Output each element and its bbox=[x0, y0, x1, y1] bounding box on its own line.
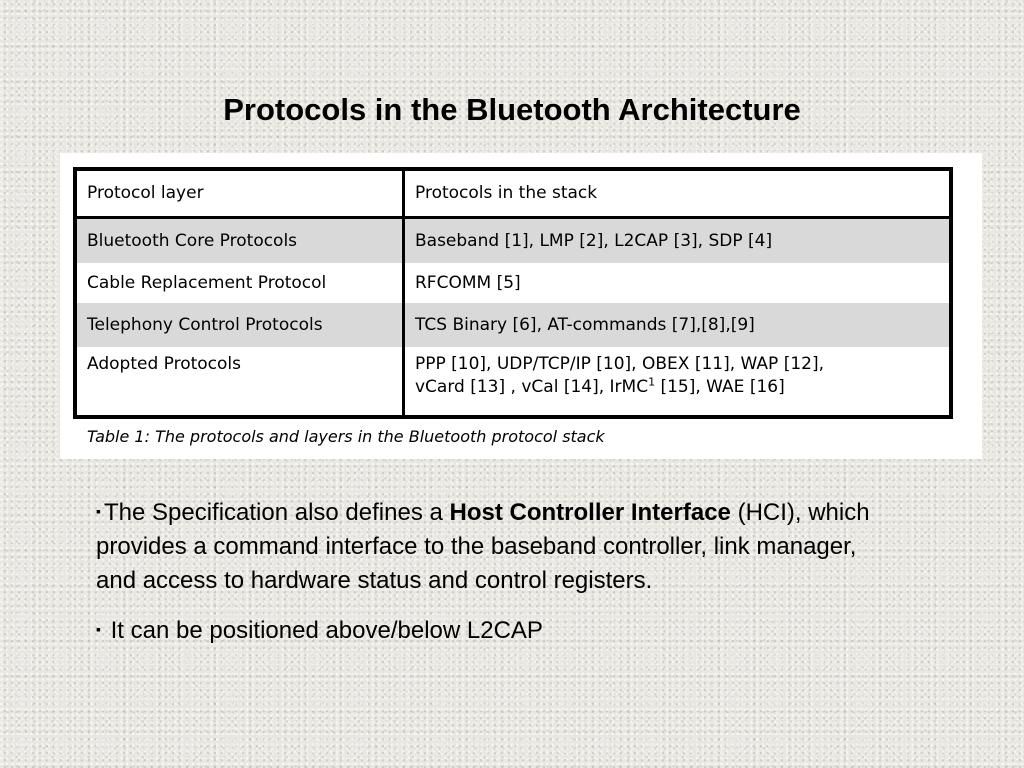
table-row bbox=[75, 303, 951, 347]
table-caption: Table 1: The protocols and layers in the Bluetooth protocol stack bbox=[87, 427, 605, 446]
layer-cell: Bluetooth Core Protocols bbox=[75, 218, 404, 264]
table-panel bbox=[60, 153, 982, 459]
protocols-line-2a: vCard [13] , vCal [14], IrMC bbox=[415, 377, 649, 397]
table-row bbox=[75, 218, 951, 264]
protocols-cell: TCS Binary [6], AT-commands [7],[8],[9] bbox=[404, 303, 952, 347]
footnote-marker: 1 bbox=[648, 375, 656, 389]
header-protocols-in-stack: Protocols in the stack bbox=[404, 169, 952, 218]
protocols-cell: RFCOMM [5] bbox=[404, 263, 952, 303]
layer-cell: Telephony Control Protocols bbox=[75, 303, 404, 347]
table-row bbox=[75, 347, 951, 417]
layer-cell: Adopted Protocols bbox=[75, 347, 404, 417]
bullet-bold-text: Host Controller Interface bbox=[449, 499, 731, 526]
protocols-cell: Baseband [1], LMP [2], L2CAP [3], SDP [4] bbox=[404, 218, 952, 264]
bullet-item-hci bbox=[96, 494, 896, 598]
protocols-line-2b: [15], WAE [16] bbox=[655, 377, 785, 397]
table-header-row bbox=[75, 169, 951, 218]
bullet-text: (HCI), which provides a command interface to the baseband controller, link manager, and access to hardware status and control registers. bbox=[96, 499, 870, 594]
bullet-text: It can be positioned above/below L2CAP bbox=[103, 617, 543, 644]
header-protocol-layer: Protocol layer bbox=[75, 169, 404, 218]
square-bullet-icon: ▪ bbox=[96, 503, 101, 519]
bullet-text: The Specification also defines a bbox=[103, 499, 450, 526]
protocols-line-1: PPP [10], UDP/TCP/IP [10], OBEX [11], WAP [12], bbox=[415, 354, 824, 374]
bullet-item-position bbox=[96, 612, 896, 648]
bullet-list bbox=[96, 494, 896, 662]
protocols-table bbox=[73, 167, 953, 419]
protocols-cell bbox=[404, 347, 952, 417]
slide-title: Protocols in the Bluetooth Architecture bbox=[223, 92, 801, 127]
layer-cell: Cable Replacement Protocol bbox=[75, 263, 404, 303]
table-row bbox=[75, 263, 951, 303]
square-bullet-icon: ▪ bbox=[96, 621, 101, 637]
